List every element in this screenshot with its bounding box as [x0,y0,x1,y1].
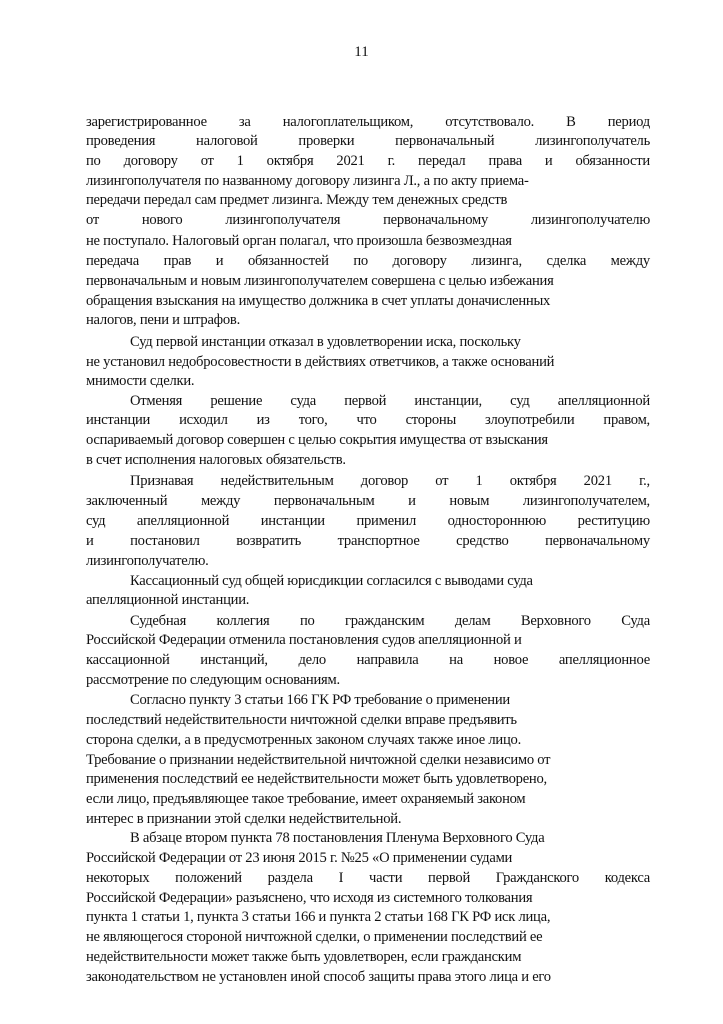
word: первоначальному [545,533,650,549]
text-line [86,411,650,429]
word: октября [509,473,557,489]
word: Суда [621,613,650,629]
text-line: обращения взыскания на имущество должника в счет уплаты доначисленных [86,293,551,309]
word: решение [210,393,263,409]
word: обязанностей [247,253,329,269]
word: лизинга, [471,253,522,269]
word: налогоплательщиком, [282,114,414,130]
text-line [86,132,650,150]
text-line: интерес в признании этой сделки недействительной. [86,811,402,827]
word: I [338,870,344,886]
word: части [369,870,403,886]
word: апелляционной [557,393,650,409]
text-line [86,512,650,530]
word: Отменяя [130,393,183,409]
text-line [86,113,650,131]
text-line: Российской Федерации отменила постановления судов апелляционной и [86,632,522,648]
word: Верховного [520,613,591,629]
word: первоначальным [273,493,375,509]
word: первой [344,393,387,409]
word: новое [493,652,529,668]
text-line: Российской Федерации» разъяснено, что исходя из системного толкования [86,890,533,906]
word: одностороннюю [447,513,547,529]
word: средство [456,533,509,549]
word: и [215,253,224,269]
word: по [86,153,101,169]
word: новым [449,493,490,509]
word: того, [298,412,328,428]
word: В [566,114,576,130]
word: суда [290,393,316,409]
text-line: мнимости сделки. [86,373,195,389]
text-line: не поступало. Налоговый орган полагал, что произошла безвозмездная [86,233,512,249]
word: кассационной [86,652,170,668]
text-line: Российской Федерации от 23 июня 2015 г. №25 «О применении судами [86,850,513,866]
word: Признавая [130,473,194,489]
text-line: сторона сделки, а в предусмотренных законом случаях также иное лицо. [86,732,521,748]
text-line [86,492,650,510]
word: зарегистрированное [86,114,207,130]
text-line: налогов, пени и штрафов. [86,312,240,328]
word: инстанции [260,513,325,529]
word: транспортное [337,533,420,549]
word: проведения [86,133,156,149]
word: злоупотребили [485,412,575,428]
word: 1 [236,153,244,169]
word: первой [428,870,471,886]
word: лизингополучатель [535,133,650,149]
word: по [353,253,368,269]
text-line: применения последствий ее недействительности может быть удовлетворено, [86,771,547,787]
word: апелляционное [558,652,650,668]
word: что [356,412,377,428]
word: делам [454,613,491,629]
word: отсутствовало. [445,114,535,130]
text-line: лизингополучателю. [86,553,209,569]
word: дело [298,652,326,668]
word: лизингополучателю [530,212,650,228]
word: г., [639,473,650,489]
word: передача [86,253,140,269]
text-line [86,152,650,170]
text-line: лизингополучателя по названному договору лизинга Л., а по акту приема- [86,173,529,189]
text-line: не являющегося стороной ничтожной сделки, о применении последствий ее [86,929,543,945]
word: и [86,533,94,549]
word: г. [387,153,396,169]
text-line [130,472,650,490]
word: исходил [179,412,228,428]
word: нового [141,212,183,228]
word: договор [360,473,409,489]
text-line [130,392,650,410]
word: кодекса [604,870,650,886]
word: применил [356,513,416,529]
text-line: законодательством не установлен иной способ защиты права этого лица и его [86,969,551,985]
word: от [200,153,214,169]
word: период [607,114,650,130]
word: проверки [298,133,355,149]
word: гражданским [344,613,425,629]
text-line: пункта 1 статьи 1, пункта 3 статьи 166 и пункта 2 статьи 168 ГК РФ иск лица, [86,909,551,925]
word: от [86,212,99,228]
word: апелляционной [136,513,230,529]
text-line: передачи передал сам предмет лизинга. Между тем денежных средств [86,192,508,208]
text-line [86,651,650,669]
text-line [86,211,650,229]
word: лизингополучателем, [522,493,650,509]
text-line [86,252,650,270]
word: заключенный [86,493,168,509]
text-line [86,532,650,550]
page-number: 11 [354,44,369,60]
text-line: оспариваемый договор совершен с целью сокрытия имущества от взыскания [86,432,548,448]
word: 1 [475,473,483,489]
word: обязанности [575,153,650,169]
word: положений [175,870,242,886]
word: и [544,153,553,169]
word: октября [266,153,314,169]
word: от [435,473,449,489]
word: постановил [130,533,200,549]
word: договору [123,153,178,169]
word: прав [163,253,192,269]
word: возвратить [236,533,302,549]
text-line: апелляционной инстанции. [86,592,250,608]
word: налоговой [196,133,258,149]
word: реституцию [577,513,650,529]
text-line: в счет исполнения налоговых обязательств. [86,452,346,468]
text-line: если лицо, предъявляющее такое требование, имеет охраняемый законом [86,791,526,807]
text-line: недействительности может также быть удовлетворен, если гражданским [86,949,522,965]
word: за [238,114,251,130]
word: недействительным [220,473,334,489]
word: из [256,412,270,428]
word: суд [86,513,106,529]
word: 2021 [336,153,365,169]
word: и [408,493,416,509]
word: суд [510,393,530,409]
word: раздела [267,870,313,886]
word: правом, [603,412,650,428]
text-line: Согласно пункту 3 статьи 166 ГК РФ требование о применении [130,692,510,708]
text-line [86,869,650,887]
word: 2021 [583,473,612,489]
text-line: Требование о признании недействительной ничтожной сделки независимо от [86,752,551,768]
word: первоначальный [395,133,495,149]
text-line: Кассационный суд общей юрисдикции согласился с выводами суда [130,573,533,589]
word: по [299,613,315,629]
text-line: первоначальным и новым лизингополучателем совершена с целью избежания [86,273,554,289]
word: инстанции [86,412,151,428]
word: между [200,493,241,509]
word: инстанций, [200,652,268,668]
word: передал [418,153,466,169]
word: на [449,652,463,668]
word: инстанции, [414,393,482,409]
text-line: не установил недобросовестности в действиях ответчиков, а также оснований [86,354,555,370]
text-line: последствий недействительности ничтожной сделки вправе предъявить [86,712,517,728]
word: договору [392,253,447,269]
word: некоторых [86,870,150,886]
word: Гражданского [495,870,579,886]
text-line [130,612,650,630]
text-line: В абзаце втором пункта 78 постановления Пленума Верховного Суда [130,830,545,846]
word: первоначальному [383,212,488,228]
word: Судебная [130,613,187,629]
word: стороны [405,412,456,428]
word: между [610,253,650,269]
word: лизингополучателя [225,212,341,228]
word: права [488,153,522,169]
word: сделка [546,253,587,269]
word: коллегия [216,613,270,629]
word: направила [356,652,419,668]
text-line: рассмотрение по следующим основаниям. [86,672,340,688]
text-line: Суд первой инстанции отказал в удовлетворении иска, поскольку [130,334,521,350]
